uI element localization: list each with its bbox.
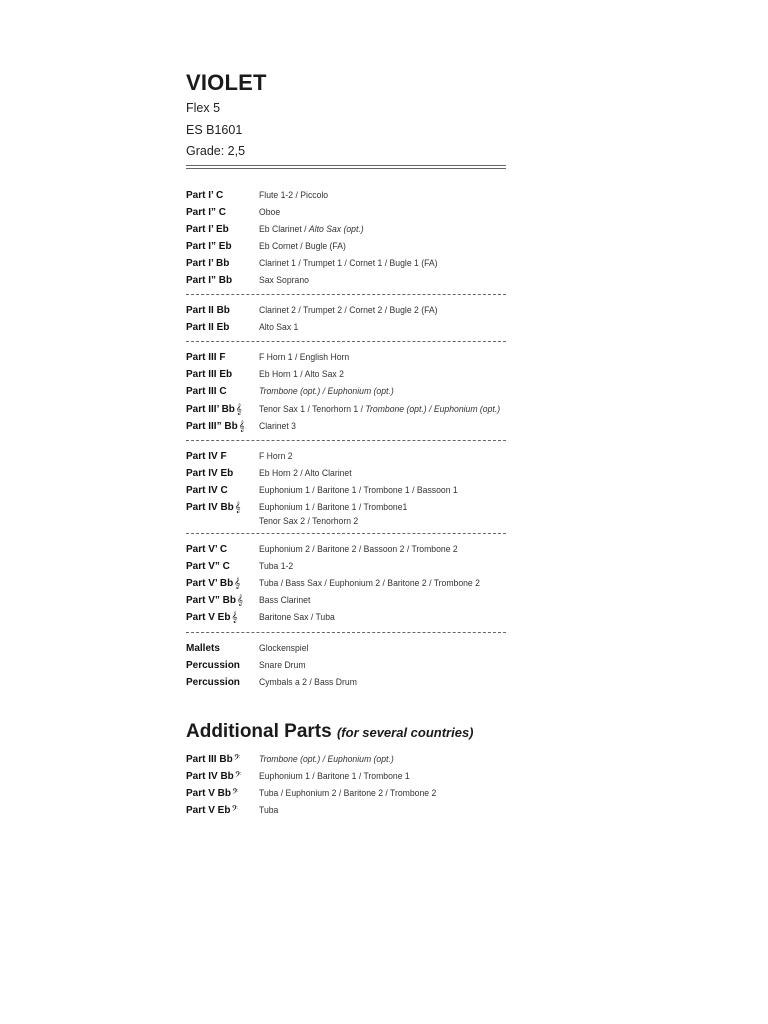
- instrumentation-line-2: Tenor Sax 2 / Tenorhorn 2: [259, 516, 359, 528]
- instrument-text: Tuba / Euphonium 2 / Baritone 2 / Trombone 2: [259, 787, 437, 799]
- bass-clef-icon: 𝄢: [232, 787, 239, 799]
- instrument-text: Tenor Sax 1 / Tenorhorn 1 /: [259, 403, 366, 415]
- treble-clef-icon: 𝄞: [234, 578, 241, 590]
- parts-list-page: [186, 68, 508, 819]
- instrumentation: [259, 499, 483, 528]
- instrumentation-line: [259, 771, 410, 782]
- part-row: [186, 272, 508, 289]
- part-row: [186, 640, 508, 657]
- instrumentation: [259, 558, 483, 575]
- instrumentation: [259, 751, 483, 768]
- instrumentation: [259, 366, 483, 383]
- treble-clef-icon: 𝄞: [237, 595, 243, 607]
- optional-instrument: Trombone (opt.) / Euphonium (opt.): [365, 403, 501, 415]
- instrumentation: [259, 541, 483, 558]
- treble-clef-icon: 𝄞: [231, 612, 238, 624]
- part-row: [186, 238, 508, 255]
- part-name: Percussion: [186, 659, 240, 671]
- instrument-text: Bass Clarinet: [259, 595, 311, 607]
- part-label: [186, 319, 259, 336]
- instrument-text: Eb Clarinet /: [259, 223, 309, 235]
- piece-title: VIOLET: [186, 70, 267, 95]
- instrument-text: Eb Cornet / Bugle (FA): [259, 240, 346, 252]
- instrumentation: [259, 383, 483, 400]
- instrument-text: Eb Horn 2 / Alto Clarinet: [259, 467, 352, 479]
- instrument-text: Flute 1-2 / Piccolo: [259, 189, 329, 201]
- part-row: [186, 657, 508, 674]
- part-name: Part V’ Bb: [186, 578, 234, 590]
- group-divider: [186, 294, 506, 295]
- part-row: [186, 366, 508, 383]
- instrumentation-line: [259, 561, 293, 572]
- optional-instrument: Alto Sax (opt.): [308, 223, 364, 235]
- part-name: Part I’ Bb: [186, 257, 230, 269]
- part-label: [186, 751, 259, 768]
- part-label: [186, 558, 259, 575]
- additional-parts-list: [186, 751, 508, 819]
- instrumentation: [259, 575, 483, 592]
- part-row: [186, 609, 508, 626]
- instrumentation-line: [259, 485, 458, 496]
- instrumentation-line: [259, 275, 309, 286]
- bass-clef-icon: 𝄢: [233, 753, 241, 765]
- additional-parts-subtitle: (for several countries): [336, 724, 474, 740]
- part-label: [186, 401, 259, 418]
- part-label: [186, 499, 259, 516]
- part-row: [186, 768, 508, 785]
- part-label: [186, 465, 259, 482]
- part-name: Part I’ Eb: [186, 223, 229, 235]
- instrumentation: [259, 238, 483, 255]
- part-name: Part V’ C: [186, 544, 228, 556]
- instrument-text: Glockenspiel: [259, 642, 309, 654]
- part-name: Part III C: [186, 386, 227, 398]
- treble-clef-icon: 𝄞: [235, 403, 242, 415]
- instrument-text: Clarinet 3: [259, 420, 296, 432]
- instrument-text: Tuba: [259, 804, 279, 816]
- instrumentation-line: [259, 241, 346, 252]
- instrumentation: [259, 802, 483, 819]
- part-row: [186, 349, 508, 366]
- part-row: [186, 221, 508, 238]
- part-label: [186, 674, 259, 691]
- parts-groups: [186, 187, 508, 691]
- instrument-text: Clarinet 2 / Trumpet 2 / Cornet 2 / Bugle 2 (FA): [259, 305, 438, 317]
- part-row: [186, 785, 508, 802]
- instrumentation-line: [259, 224, 364, 235]
- instrumentation-line: [259, 805, 278, 816]
- instrument-text: Euphonium 1 / Baritone 1 / Trombone1: [259, 502, 408, 513]
- part-label: [186, 418, 259, 435]
- part-label: [186, 349, 259, 366]
- instrument-text: Euphonium 2 / Baritone 2 / Bassoon 2 / Trombone 2: [259, 544, 458, 556]
- part-name: Part II Eb: [186, 322, 230, 334]
- part-label: [186, 640, 259, 657]
- part-label: [186, 383, 259, 400]
- instrumentation-line: [259, 595, 310, 606]
- part-row: [186, 499, 508, 528]
- part-label: [186, 768, 259, 785]
- instrumentation-line: [259, 502, 407, 513]
- instrumentation-line: [259, 258, 438, 269]
- instrumentation: [259, 448, 483, 465]
- instrument-text: Baritone Sax / Tuba: [259, 612, 335, 624]
- part-label: [186, 802, 259, 819]
- part-row: [186, 204, 508, 221]
- instrumentation: [259, 785, 483, 802]
- instrumentation: [259, 482, 483, 499]
- part-group: [186, 640, 508, 691]
- instrument-text: Euphonium 1 / Baritone 1 / Trombone 1 / Bassoon 1: [259, 484, 458, 496]
- instrumentation: [259, 592, 483, 609]
- instrumentation-line: [259, 612, 335, 623]
- instrument-text: F Horn 1 / English Horn: [259, 352, 350, 364]
- part-label: [186, 657, 259, 674]
- part-name: Part III Bb: [186, 753, 233, 765]
- part-row: [186, 302, 508, 319]
- part-row: [186, 558, 508, 575]
- part-group: [186, 541, 508, 626]
- instrumentation-line: [259, 578, 480, 589]
- part-name: Percussion: [186, 676, 240, 688]
- treble-clef-icon: 𝄞: [238, 420, 245, 432]
- instrumentation-line: [259, 660, 306, 671]
- instrumentation: [259, 255, 483, 272]
- instrumentation-line: [259, 404, 500, 415]
- instrumentation: [259, 640, 483, 657]
- part-name: Part I” Eb: [186, 240, 232, 252]
- group-divider: [186, 533, 506, 534]
- instrument-text: Eb Horn 1 / Alto Sax 2: [259, 369, 344, 381]
- instrumentation-line: [259, 322, 298, 333]
- part-row: [186, 802, 508, 819]
- instrumentation-line: [259, 190, 328, 201]
- instrumentation-line: [259, 754, 394, 765]
- instrumentation: [259, 418, 483, 435]
- part-label: [186, 448, 259, 465]
- part-name: Part IV Bb: [186, 502, 234, 513]
- additional-parts-title: Additional Parts: [186, 720, 332, 742]
- part-name: Part I” C: [186, 206, 227, 218]
- instrumentation: [259, 609, 483, 626]
- instrumentation: [259, 465, 483, 482]
- instrumentation-line: [259, 352, 349, 363]
- part-name: Part I” Bb: [186, 274, 233, 286]
- part-label: [186, 482, 259, 499]
- part-row: [186, 592, 508, 609]
- part-group: [186, 349, 508, 434]
- part-name: Part IV Bb: [186, 770, 234, 782]
- instrumentation: [259, 349, 483, 366]
- instrument-text: F Horn 2: [259, 450, 293, 462]
- part-label: [186, 302, 259, 319]
- part-name: Part IV C: [186, 484, 228, 496]
- grade-label: Grade: 2,5: [186, 144, 246, 158]
- instrumentation: [259, 221, 483, 238]
- part-label: [186, 221, 259, 238]
- instrumentation-line: [259, 468, 352, 479]
- header-double-rule: [186, 165, 506, 169]
- part-name: Part III F: [186, 352, 226, 364]
- instrumentation-line: [259, 677, 357, 688]
- instrument-text: Sax Soprano: [259, 274, 309, 286]
- instrumentation: [259, 674, 483, 691]
- instrumentation-line: [259, 788, 436, 799]
- part-label: [186, 366, 259, 383]
- part-name: Part III’ Bb: [186, 403, 235, 415]
- part-group: [186, 448, 508, 528]
- part-row: [186, 418, 508, 435]
- part-name: Part II Bb: [186, 305, 230, 317]
- part-group: [186, 187, 508, 290]
- part-name: Part IV F: [186, 450, 227, 462]
- group-divider: [186, 632, 506, 633]
- part-label: [186, 187, 259, 204]
- instrumentation: [259, 319, 483, 336]
- part-label: [186, 255, 259, 272]
- catalog-code: ES B1601: [186, 122, 243, 137]
- part-name: Part V Bb: [186, 787, 232, 799]
- part-label: [186, 541, 259, 558]
- part-row: [186, 319, 508, 336]
- part-row: [186, 383, 508, 400]
- part-name: Part V” Bb: [186, 595, 237, 607]
- instrumentation: [259, 187, 483, 204]
- instrumentation-line: [259, 369, 344, 380]
- part-row: [186, 401, 508, 418]
- part-label: [186, 785, 259, 802]
- instrumentation-line: [259, 544, 458, 555]
- part-label: [186, 609, 259, 626]
- part-label: [186, 238, 259, 255]
- instrumentation: [259, 272, 483, 289]
- part-row: [186, 448, 508, 465]
- instrument-text: Oboe: [259, 206, 281, 218]
- part-row: [186, 575, 508, 592]
- instrument-text: Tuba / Bass Sax / Euphonium 2 / Baritone 2 / Trombone 2: [259, 578, 480, 590]
- bass-clef-icon: 𝄢: [231, 804, 238, 816]
- part-name: Part V Eb: [186, 612, 231, 624]
- instrumentation-line: [259, 451, 293, 462]
- part-label: [186, 592, 259, 609]
- part-group: [186, 302, 508, 336]
- part-name: Mallets: [186, 642, 220, 654]
- part-row: [186, 187, 508, 204]
- instrumentation-line: [259, 421, 296, 432]
- instrumentation: [259, 657, 483, 674]
- part-name: Part IV Eb: [186, 467, 234, 479]
- instrumentation-line: [259, 305, 438, 316]
- part-row: [186, 465, 508, 482]
- instrumentation: [259, 204, 483, 221]
- part-name: Part III Eb: [186, 369, 233, 381]
- part-row: [186, 751, 508, 768]
- part-label: [186, 272, 259, 289]
- instrument-text: Snare Drum: [259, 659, 306, 671]
- instrument-text: Alto Sax 1: [259, 322, 299, 334]
- instrument-text: Clarinet 1 / Trumpet 1 / Cornet 1 / Bugle 1 (FA): [259, 257, 438, 269]
- optional-instrument: Trombone (opt.) / Euphonium (opt.): [259, 753, 394, 765]
- instrument-text: Euphonium 1 / Baritone 1 / Trombone 1: [259, 770, 410, 782]
- part-label: [186, 204, 259, 221]
- instrumentation: [259, 302, 483, 319]
- part-row: [186, 482, 508, 499]
- flex-label: Flex 5: [186, 101, 221, 115]
- bass-clef-icon: 𝄢: [234, 770, 242, 782]
- part-row: [186, 255, 508, 272]
- instrumentation: [259, 768, 483, 785]
- part-row: [186, 541, 508, 558]
- part-row: [186, 674, 508, 691]
- group-divider: [186, 440, 506, 441]
- optional-instrument: Trombone (opt.) / Euphonium (opt.): [259, 386, 394, 398]
- instrumentation-line: [259, 643, 308, 654]
- instrumentation-line: [259, 207, 280, 218]
- instrumentation: [259, 401, 500, 418]
- additional-parts-heading: [186, 719, 508, 745]
- instrument-text: Cymbals a 2 / Bass Drum: [259, 676, 357, 688]
- part-label: [186, 575, 259, 592]
- group-divider: [186, 341, 506, 342]
- instrumentation-line: [259, 386, 394, 397]
- part-name: Part I’ C: [186, 189, 224, 201]
- instrument-text: Tuba 1-2: [259, 561, 294, 573]
- part-name: Part V” C: [186, 561, 230, 573]
- treble-clef-icon: 𝄞: [234, 502, 241, 513]
- part-name: Part V Eb: [186, 804, 231, 816]
- part-name: Part III” Bb: [186, 420, 238, 432]
